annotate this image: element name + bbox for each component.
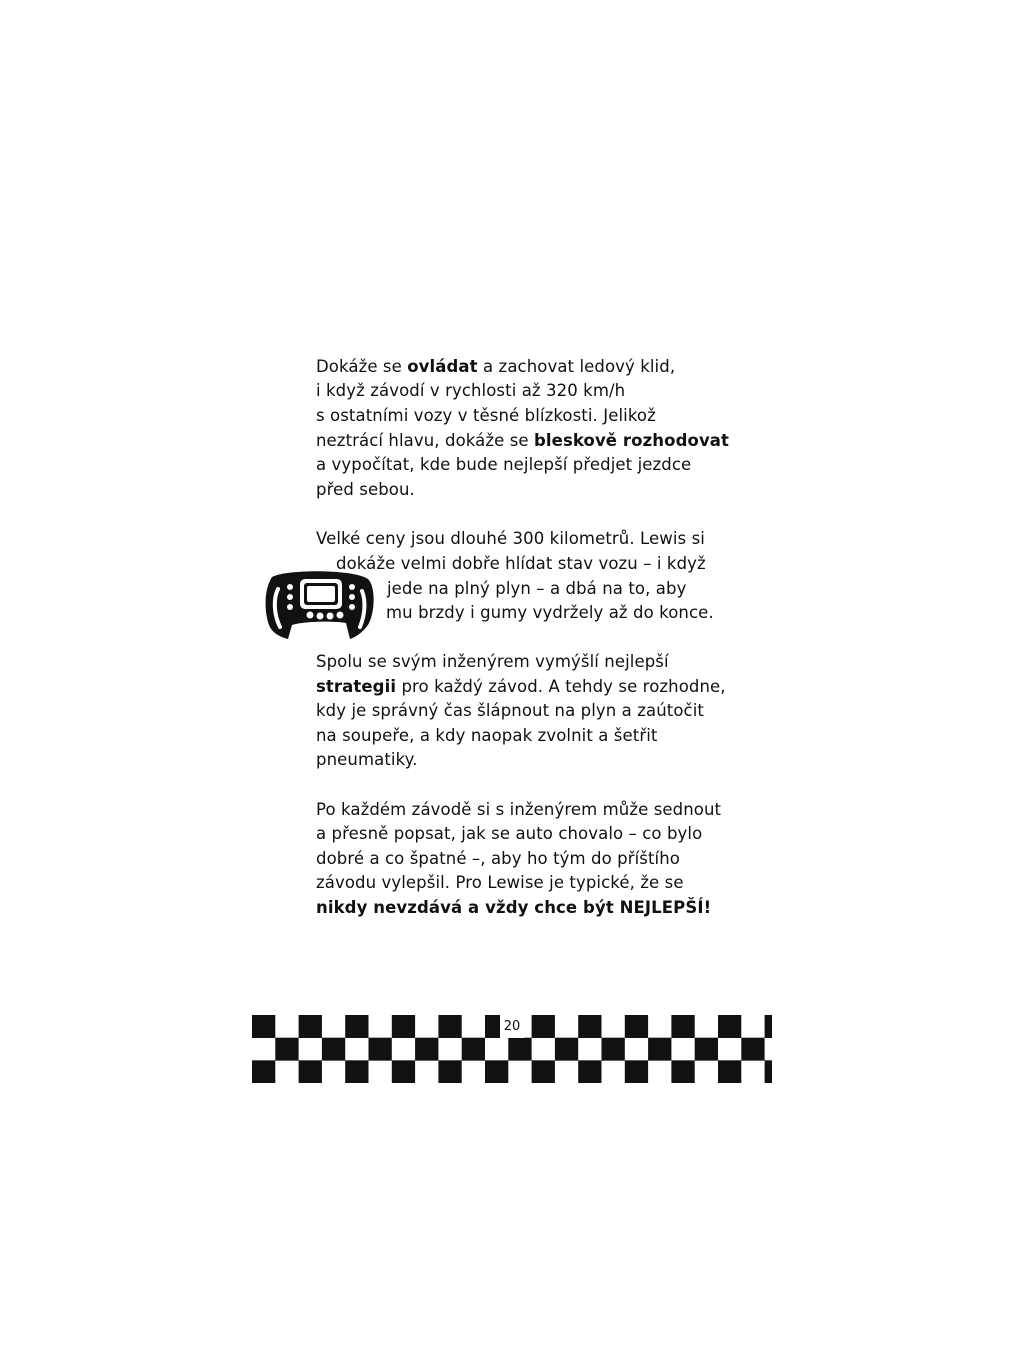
- p1-line-1: [316, 357, 675, 377]
- p3-line-4: na soupeře, a kdy naopak zvolnit a šetřit: [316, 726, 658, 745]
- p2-line-2: dokáže velmi dobře hlídat stav vozu – i když: [336, 554, 706, 573]
- checker-square: [718, 1015, 741, 1038]
- text: Dokáže se: [316, 357, 408, 376]
- checker-square: [578, 1060, 601, 1083]
- checker-square: [438, 1015, 461, 1038]
- p3-line-2: [316, 677, 726, 697]
- checker-square: [741, 1038, 764, 1061]
- checker-square: [485, 1060, 508, 1083]
- checker-square: [695, 1038, 718, 1061]
- bold-text-bleskove: bleskově rozhodovat: [534, 431, 730, 450]
- checker-square: [671, 1060, 694, 1083]
- p1-line-5: a vypočítat, kde bude nejlepší předjet jezdce: [316, 455, 692, 474]
- checker-square: [322, 1038, 345, 1061]
- steering-wheel-icon: [262, 565, 378, 641]
- checker-square: [625, 1015, 648, 1038]
- checker-square: [275, 1038, 298, 1061]
- checker-square: [602, 1038, 625, 1061]
- p1-line-2: i když závodí v rychlosti až 320 km/h: [316, 381, 626, 400]
- checker-square: [252, 1015, 275, 1038]
- p4-line-5-bold: nikdy nevzdává a vždy chce být NEJLEPŠÍ!: [316, 898, 712, 917]
- p1-line-6: před sebou.: [316, 480, 415, 499]
- p4-line-4: závodu vylepšil. Pro Lewise je typické, že se: [316, 873, 684, 892]
- text: pro každý závod. A tehdy se rozhodne,: [396, 677, 726, 696]
- checker-square: [508, 1038, 531, 1061]
- p3-line-1: Spolu se svým inženýrem vymýšlí nejlepší: [316, 652, 669, 671]
- checker-square: [345, 1015, 368, 1038]
- page-number: 20: [500, 1015, 524, 1038]
- checker-square: [462, 1038, 485, 1061]
- checker-square: [555, 1038, 578, 1061]
- checker-square: [578, 1015, 601, 1038]
- checker-square: [299, 1060, 322, 1083]
- checker-square: [369, 1038, 392, 1061]
- bold-text-strategii: strategii: [316, 677, 397, 696]
- checker-square: [438, 1060, 461, 1083]
- checker-square: [765, 1060, 772, 1083]
- p2-line-4: mu brzdy i gumy vydržely až do konce.: [386, 603, 714, 622]
- text: neztrácí hlavu, dokáže se: [316, 431, 534, 450]
- checker-square: [765, 1015, 772, 1038]
- checker-square: [532, 1015, 555, 1038]
- checker-square: [671, 1015, 694, 1038]
- p3-line-3: kdy je správný čas šlápnout na plyn a zaútočit: [316, 701, 704, 720]
- p2-line-1: Velké ceny jsou dlouhé 300 kilometrů. Lewis si: [316, 529, 705, 548]
- checker-square: [392, 1015, 415, 1038]
- checker-square: [345, 1060, 368, 1083]
- bold-text-ovladat: ovládat: [407, 357, 478, 376]
- p4-line-2: a přesně popsat, jak se auto chovalo – co bylo: [316, 824, 703, 843]
- checker-square: [648, 1038, 671, 1061]
- checker-square: [718, 1060, 741, 1083]
- checker-square: [625, 1060, 648, 1083]
- p4-line-3: dobré a co špatné –, aby ho tým do příštího: [316, 849, 680, 868]
- checker-square: [252, 1060, 275, 1083]
- checker-square: [392, 1060, 415, 1083]
- p2-line-3: jede na plný plyn – a dbá na to, aby: [387, 579, 687, 598]
- p1-line-3: s ostatními vozy v těsné blízkosti. Jelikož: [316, 406, 656, 425]
- p3-line-5: pneumatiky.: [316, 750, 418, 769]
- checker-square: [299, 1015, 322, 1038]
- checker-square: [415, 1038, 438, 1061]
- text: a zachovat ledový klid,: [477, 357, 676, 376]
- p4-line-1: Po každém závodě si s inženýrem může sednout: [316, 800, 722, 819]
- checker-square: [532, 1060, 555, 1083]
- p1-line-4: [316, 431, 729, 451]
